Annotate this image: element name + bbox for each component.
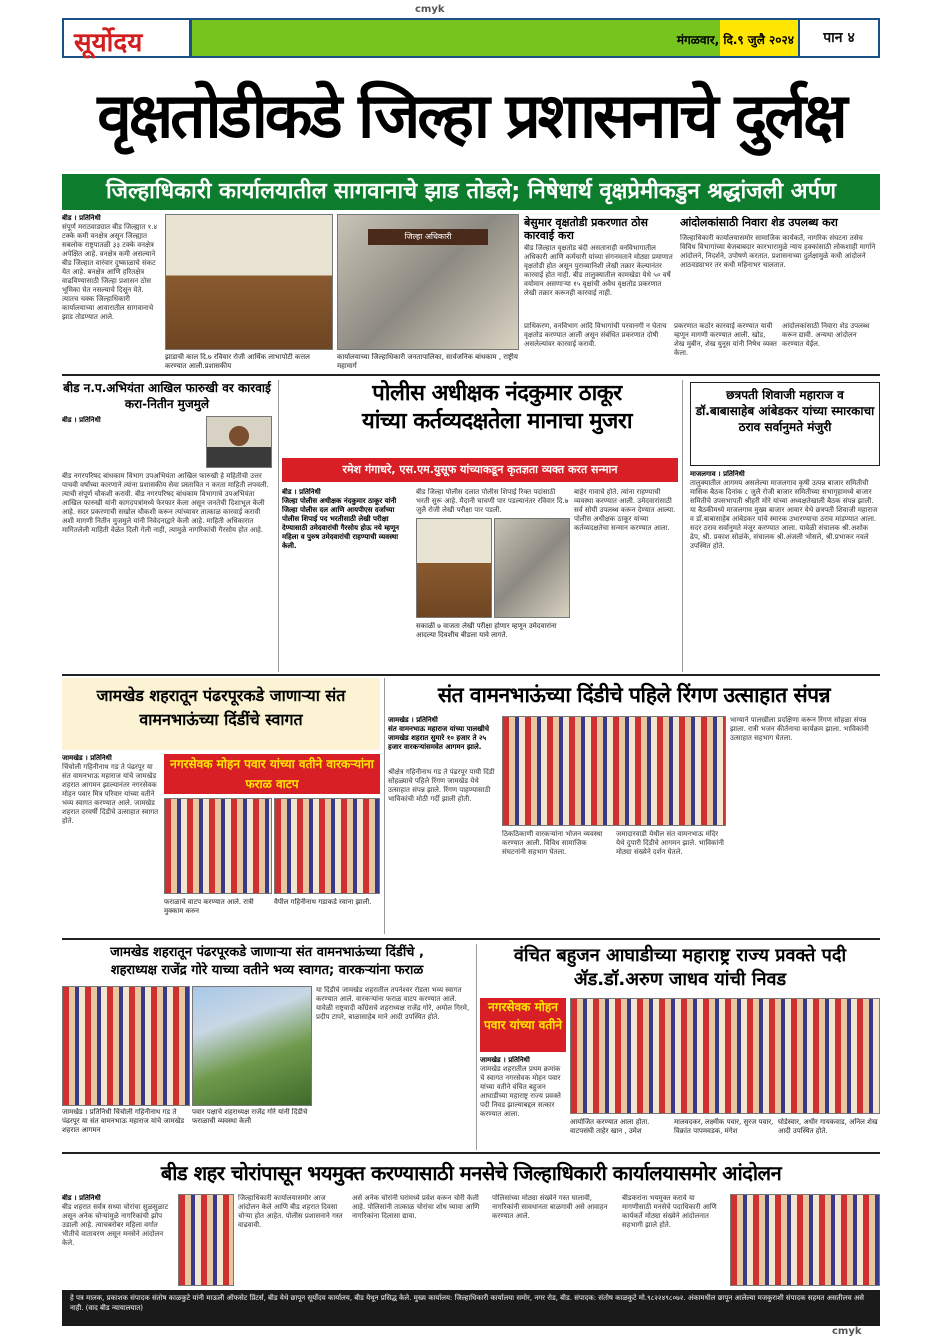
jamkhed-left-dateline: जामखेड । प्रतिनिधी [62,754,112,762]
main-headline: वृक्षतोडीकडे जिल्हा प्रशासनाचे दुर्लक्ष [97,79,845,152]
jamkhed-left-body: चिंचोली गहिनीनाथ गड ते पंढरपूर या संत वामनभाऊ महाराज यांचे जामखेड शहरात आगमन झाल्यानंतर नगरसेवक मोहन पवार मित्र परिवार यांच्या वतीने भव्य स्वागत करण्यात आले. जामखेड शहरात दरवर्षी दिंडीचे उत्साहात स्वागत होते. [62,763,159,825]
nagar-heading: बीड न.प.अभियंता आखिल फारुखी वर कारवाई करा-नितीन मुजमुले [63,381,271,411]
ringan-body-3: जमादारवाडी येथील संत वामनभाऊ मंदिर येथे दुपारी दिंडीचे आगमन झाले. भाविकांनी मोठ्या संख्येने दर्शन घेतले. [616,830,724,856]
jamkhed-second-photo-1 [62,986,190,1106]
vba-body-block [480,1056,566,1146]
jamkhed-left-head-bg [62,678,380,750]
logo-box [64,20,192,56]
sub-story1-body2: प्राधिकरण, वनविभाग आदि विभागांची परवानगी न घेताच वृक्षतोड करण्यात आली असून संबंधित प्रकरणात दोषी असलेल्यांवर कारवाई करावी. [524,322,667,348]
jamkhed-second-body: या दिंडीचे जामखेड शहरातील तपनेश्वर रोडला भव्य स्वागत करण्यात आले. वारकऱ्यांना फराळ वाटप करण्यात आले. यावेळी राष्ट्रवादी काँग्रेसचे शहराध्यक्ष राजेंद्र गोरे, अमोल गिरमे, प्रदीप टापरे, बाळासाहेब माने आदी उपस्थित होते. [316,986,470,1021]
office-sign: जिल्हा अधिकारी [368,229,488,245]
police-col3: बाहेर गावाचे होते. त्यांना राहण्याची व्यवस्था करण्यात आली. उमेदवारांसाठी सर्व सोयी उपलब्ध करून देण्यात आल्या. पोलीस अधीक्षक ठाकूर यांच्या कर्तव्यदक्षतेचा सन्मान करण्यात आला. [574,488,676,532]
jamkhed-left-photo-2 [274,798,380,894]
imprint-footer: हे पत्र मालक, प्रकाशक संपादक संतोष काळकुटे यांनी माऊली ऑफसेट प्रिंटर्स, बीड येथे छापून सूर्योदय कार्यालय, बीड येथून प्रसिद्ध केले. मुख्य कार्यालय: जिल्हाधिकारी कार्यालया समोर, नगर रोड, बीड. संपादक: संतोष काळकुटे मो.९८२२४९८०७२. अंकामधील छापून आलेल्या मजकुराशी संपादक सहमत असतीलच असे नाही. (वाद बीड न्यायालयात) [62,1290,880,1326]
jamkhed-left-caption-1: फराळाचे वाटप करण्यात आले. रात्री मुक्काम करुन [164,898,254,915]
lead-caption-2: कार्यालयाच्या जिल्हाधिकारी जनतापालिका, सार्वजनिक बांधकाम , राष्ट्रीय महामार्ग [337,353,518,370]
lead-story-col1 [62,214,160,366]
lead-dateline: बीड । प्रतिनिधी [62,214,101,222]
ringan-dateline: जामखेड । प्रतिनिधी [388,716,438,724]
lead-body-more: प्रकरणात कठोर कारवाई करण्यात यावी म्हणून मागणी करण्यात आली. खोड, शेख मुबीन, शेख युनूस यांनी निषेध व्यक्त केला. [674,322,777,357]
jamkhed-second-caption-1: जामखेड । प्रतिनिधी चिंचोली गहिनीनाथ गड ते पंढरपूर या संत वामनभाऊ महाराज यांचे जामखेड शहरात आगमन [62,1108,185,1134]
mns-col4: पोलिसांच्या मोठ्या संख्येने गस्त घालावी, नागरिकांनी सावधानता बाळगावी असे आवाहन करण्यात आले. [492,1194,608,1220]
shivaji-body-block [690,470,880,666]
ringan-lead-block [388,716,498,764]
mns-col3: असे अनेक चोरांनी घरांमध्ये प्रवेश करून चोरी केली आहे. पोलिसांनी तात्काळ चोरांचा शोध घ्यावा आणि नागरिकांना दिलासा द्यावा. [352,1194,480,1220]
vdivider-1 [278,380,279,672]
ringan-body-4: भाग्याने पालखीला प्रदक्षिणा करून रिंगण सोहळा संपन्न झाला. रात्री भजन कीर्तनाचा कार्यक्रम झाला. भाविकांनी उत्साहात सहभाग घेतला. [730,716,869,742]
divider-2 [62,674,880,676]
jamkhed-second-caption-2: पवार पक्षाचे शहराध्यक्ष राजेंद्र गोरे यांनी दिंडीचे फराळाची व्यवस्था केली [192,1108,308,1125]
masthead [62,18,880,58]
ringan-body: श्रीक्षेत्र गहिनीनाथ गड ते पंढरपूर पायी दिंडी सोहळ्याचे पहिले रिंगण जामखेड येथे उत्साहात संपन्न झाले. रिंगण पाहण्यासाठी भाविकांची मोठी गर्दी झाली होती. [388,768,495,803]
nagar-body: बीड नगरपरिषद बांधकाम विभाग उपअभियंता आखिल फारुखी हे महितीची उत्तर पाचवी वर्षांच्या कारणाने त्यांना प्रशासकीय सेवा प्रस्तावित न करता माहिती लपवली. त्याची संपूर्ण चौकशी करावी. बीड नगरपरिषद बांधकाम विभागाचे उपअभियंता आखिल फारुखी यांनी कागदपत्रांमध्ये फेरफार केला असून जनतेची दिशाभूल केली आहे. सदर प्रकरणाची सखोल चौकशी करून त्यांच्यावर तात्काळ कारवाई करावी अशी मागणी नितीन मुजमुले यांनी निवेदनाद्वारे केली आहे. माहिती अधिकारात मागितलेली माहिती वेळेत दिली गेली नाही, त्यामुळे नागरिकांची गैरसोय होत आहे. [62,472,269,534]
police-col1 [282,488,412,664]
police-caption: सकाळी ७ वाजता लेखी परीक्षा होणार म्हणून उमेदवारांना आदल्या दिवशीच बीडला यावे लागते. [416,622,557,639]
jamkhed-left-caption-2: वैपील गहिनीनाथ गडाकडे रवाना झाली. [274,898,372,906]
lead-photo-1 [165,214,333,350]
mns-col2: जिल्हाधिकारी कार्यालयासमोर आज आंदोलन केले आणि बीड शहरात दिवसा चोऱ्या होत आहेत. पोलीस प्रशासनाने गस्त वाढवावी. [238,1194,343,1229]
nagar-body-top [62,428,202,468]
sub-story2-heading: आंदोलकांसाठी निवारा शेड उपलब्ध करा [680,216,838,229]
main-subhead: जिल्हाधिकारी कार्यालयातील सागवानाचे झाड तोडले; निषेधार्थ वृक्षप्रेमीकडुन श्रद्धांजली अर्पण [62,174,880,210]
jamkhed-left-photo-1 [164,798,272,894]
jamkhed-left-heading: जामखेड शहरातून पंढरपूरकडे जाणाऱ्या संत वामनभाऊंच्या दिंडींचे स्वागत [96,686,346,729]
shivaji-dateline: माजलगाव । प्रतिनिधी [690,470,745,478]
vba-caption-1: आयोजित करण्यात आला होता. वाटपसंघी ताहेर खान , उमेश [570,1118,650,1135]
shivaji-heading: छत्रपती शिवाजी महाराज व डॉ.बाबासाहेब आंबेडकर यांच्या स्मारकाचा ठराव सर्वानुमते मंजुरी [695,388,875,434]
jamkhed-second-heading-2: शहराध्यक्ष राजेंद्र गोरे याच्या वतीने भव्य स्वागत; वारकऱ्यांना फराळ [110,963,424,978]
newspaper-logo: सूर्योदय [74,28,143,58]
police-heading-1: पोलीस अधीक्षक नंदकुमार ठाकूर [372,381,622,406]
mns-photo-2 [730,1194,880,1286]
jamkhed-left-body-block [62,754,160,930]
ringan-photo [502,716,726,826]
mns-photo-1 [178,1194,234,1286]
sub-story2-body2: आंदोलकांसाठी निवारा शेड उपलब्ध करून द्यावी. अन्यथा आंदोलन करण्यात येईल. [782,322,870,348]
mns-heading: बीड शहर चोरांपासून भयमुक्त करण्यासाठी मनसेचे जिल्हाधिकारी कार्यालयासमोर आंदोलन [160,1161,782,1185]
print-mark-bottom: cmyk [832,1326,862,1337]
sub-story1-body: बीड जिल्हात वृक्षतोड बंदी असतानाही वनविभागातील अधिकारी आणि कर्मचारी यांच्या संगनमताने मोठ्या प्रमाणात वृक्षतोडी होत असून पुराव्यानिशी लेखी तक्रार केल्यानंतर कारवाई होत नाही. बीड तालुक्यातील कामखेडा येथे ५० वर्षे वयोमान असणाऱ्या १५ वृक्षांची अवैध वृक्षतोड प्रकरणात लेखी तक्रार करूनही कारवाई नाही. [524,244,673,297]
divider-1 [62,374,880,376]
vba-dateline: जामखेड । प्रतिनिधी [480,1056,530,1064]
mns-dateline: बीड । प्रतिनिधी [62,1194,101,1202]
ringan-lead: संत वामनभाऊ महाराज यांच्या पालखीचे जामखेड शहरात सुमारे १० हजार ते २५ हजार वारकऱ्यांसमवेत आगमन झाले. [388,725,490,751]
vba-body: जामखेड शहरातील प्रथम क्रमांक चे स्वागत नगरसेवक मोहन पवार यांच्या वतीने वंचित बहुजन आघाडीच्या महाराष्ट्र राज्य प्रवक्ते पदी निवड झाल्याबद्दल सत्कार करण्यात आला. [480,1065,561,1118]
shivaji-body: तालुक्यातील आगमय असलेल्या माजलगाव कृषी उत्पन्न बाजार समितीची मासिक बैठक दिनांक ८ जुलै रोजी बाजार समितीच्या सभागृहामध्ये बाजार समितीचे उपसभापती श्रीहरी मोरे यांच्या अध्यक्षतेखाली बैठक संपन्न झाली. या बैठकीमध्ये माजलगाव मुख्य बाजार आवार येथे छत्रपती शिवाजी महाराज व डॉ.बाबासाहेब आंबेडकर यांचे स्मारक उभारण्याचा ठराव मांडण्यात आला. सदर ठराव सर्वानुमते मंजूर करण्यात आला. यावेळी संचालक श्री.अशोक ढेप, श्री. प्रकाश सोळंके, संचालक श्री.अंजली भोसले, श्री.प्रभाकर नवले उपस्थित होते. [690,479,878,550]
police-photo-2 [494,518,570,618]
divider-4 [62,1152,880,1154]
vdivider-2 [682,380,683,672]
jamkhed-second-heading-1: जामखेड शहरातून पंढरपूरकडे जाणाऱ्या संत वामनभाऊंच्या दिंडींचे , [110,945,424,960]
vba-redbox: नगरसेवक मोहन पवार यांच्या वतीने [480,998,566,1052]
lead-caption-1: झाडाची काल दि.७ रविवार रोजी आर्थिक लाभापोटी कत्तल करण्यात आली.प्रशासकीय [165,353,310,370]
jamkhed-second-photo-2 [192,986,312,1106]
sub-story1-heading: बेसुमार वृक्षतोडी प्रकरणात ठोस कारवाई करा [524,216,648,242]
police-heading-2: यांच्या कर्तव्यदक्षतेला मानाचा मुजरा [361,409,633,434]
vba-heading: वंचित बहुजन आघाडीच्या महाराष्ट्र राज्य प्रवक्ते पदी ॲड.डॉ.अरुण जाधव यांची निवड [513,945,847,990]
mns-col5: बीडकरांना भयमुक्त करावे या मागणीसाठी मनसेचे पदाधिकारी आणि कार्यकर्ते मोठ्या संख्येने आंदोलनात सहभागी झाले होते. [622,1194,717,1229]
vba-photo [570,998,880,1114]
mns-col1-block [62,1194,174,1286]
vdivider-4 [476,944,477,1150]
vdivider-3 [384,678,385,934]
jamkhed-left-redbox: नगरसेवक मोहन पवार यांच्या वतीने वारकऱ्यांना फराळ वाटप [164,754,380,794]
police-col2: बीड जिल्हा पोलीस दलात पोलीस शिपाई रिक्त पदांसाठी भरती सुरू आहे. मैदानी चाचणी पार पडल्यानंतर रविवार दि.७ जुलै रोजी लेखी परीक्षा पार पडली. [416,488,569,514]
nagar-dateline: बीड । प्रतिनिधी [62,416,101,424]
police-photo-1 [416,518,492,618]
divider-3 [62,938,880,940]
police-redbar: रमेश गंगाधरे, एस.एम.युसूफ यांच्याकडून कृतज्ञता व्यक्त करत सन्मान [282,458,678,482]
issue-date: मंगळवार, दि.९ जुलै २०२४ [676,33,794,47]
vba-caption-2: मालवदकर, लक्ष्मीक पवार, सुरज पवार, विक्रांत पापमवडक, मंगेश [674,1118,774,1135]
sub-story2-body: जिल्हाधिकारी कार्यालयासमोर सामाजिक कार्यकर्ते, नागरिक संघटना तसेच विविध विभागांच्या बेजबाबदार कारभारामुळे न्याय हक्कांसाठी लोकशाही मार्गाने आंदोलने, निदर्शने, उपोषणे करतात. प्रशासनाच्या दुर्लक्षामुळे कधी आंदोलने आठवड्याभर तर कधी महिनाभर चालतात. [680,234,876,269]
police-body-1: जिल्हा पोलीस अधीक्षक नंदकुमार ठाकूर यांनी जिल्हा पोलीस दल आणि आयपीएस दर्जाच्या पोलीस शिपाई पद भरतीसाठी लेखी परीक्षा देण्यासाठी उमेदवारांची गैरसोय होऊ नये म्हणून महिला व पुरुष उमेदवारांची राहण्याची व्यवस्था केली. [282,497,400,550]
ringan-heading: संत वामनभाऊंच्या दिंडीचे पहिले रिंगण उत्साहात संपन्न [437,683,831,707]
masthead-green-band [192,20,720,56]
print-mark-top: cmyk [415,4,445,15]
ringan-body-2: ठिकठिकाणी वारकऱ्यांना भोजन व्यवस्था करण्यात आली. विविध सामाजिक संघटनांनी सहभाग घेतला. [502,830,603,856]
lead-photo-2 [337,214,519,350]
lead-body: संपूर्ण मराठवाड्यात बीड जिल्ह्यात १.४ टक्के कमी वनक्षेत्र असून जिल्ह्यात सबलोक राष्ट्रपातळी ३३ टक्के वनक्षेत्र अपेक्षित आहे. वनक्षेत्र कमी असल्याने बीड जिल्हात वारंवार दुष्काळाचे संकट येत आहे. बनक्षेत्र आणि हरितक्षेत्र वाढविण्यासाठी जिल्हा प्रशासन ठोस भूमिका घेत नसल्याचे दिसून येते. त्यातच चक्क जिल्हाधिकारी कार्यालयाच्या आवारातील सागवानाचे झाड तोडण्यात आले. [62,223,158,321]
mns-col1: बीड शहरात सर्वत्र सध्या चोरांचा सुळसुळाट असून अनेक चोऱ्यांमुळे नागरिकांची झोप उडाली आहे. त्याचबरोबर महिला वर्गात भीतीचे वातावरण असून मनसेने आंदोलन केले. [62,1203,169,1247]
page-number: पान ४ [798,20,878,56]
police-dateline: बीड । प्रतिनिधी [282,488,321,496]
nagar-portrait [206,416,272,468]
vba-caption-3: घोडेस्वार, अधीर गायकवाड, अनिल शेख आदी उपस्थित होते. [778,1118,878,1135]
shivaji-heading-box [690,382,880,466]
